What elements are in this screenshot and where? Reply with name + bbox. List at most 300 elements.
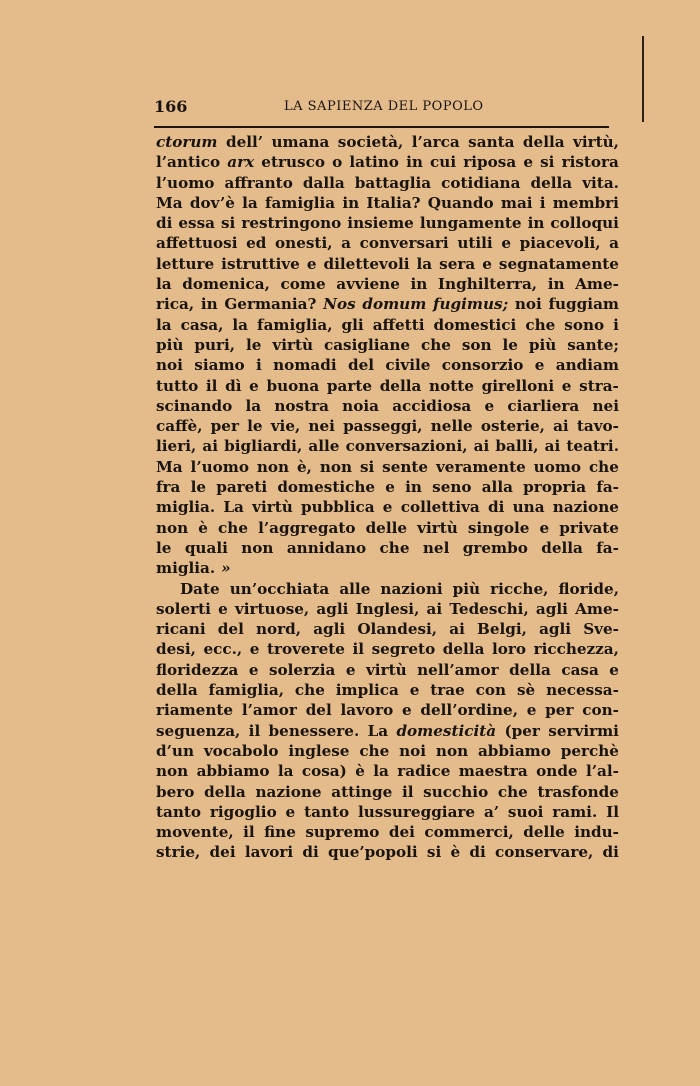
text-line xyxy=(156,416,619,436)
word: nel xyxy=(422,538,450,557)
word: santa xyxy=(468,133,515,151)
text-line xyxy=(156,680,619,700)
word: del xyxy=(305,701,332,720)
word: vie, xyxy=(270,417,301,436)
word: sè xyxy=(516,681,536,700)
word: le xyxy=(190,478,207,497)
word: società, xyxy=(337,133,404,151)
word: Olandesi, xyxy=(357,620,438,639)
word: fa- xyxy=(596,478,619,497)
word: strie, xyxy=(156,843,201,862)
word: tanto xyxy=(304,802,350,821)
word: della xyxy=(379,376,422,395)
word: floridezza xyxy=(156,660,239,679)
word: o xyxy=(332,153,343,172)
word: e xyxy=(501,234,511,253)
word: nei xyxy=(592,396,619,415)
word: membri xyxy=(552,193,619,212)
word: rami. xyxy=(552,802,598,821)
word: e xyxy=(609,660,619,679)
word: segreto xyxy=(371,640,436,659)
word: ricchezza, xyxy=(533,640,619,659)
word: è xyxy=(198,518,208,537)
word: in xyxy=(406,153,423,172)
word: movente, xyxy=(156,823,234,842)
word: il xyxy=(205,376,218,395)
text-line xyxy=(156,436,619,456)
text-line xyxy=(156,173,619,193)
word: commerci, xyxy=(424,823,514,842)
word: e xyxy=(382,498,393,517)
word: servirmi xyxy=(548,721,619,740)
word: trae xyxy=(430,681,465,700)
word: a’ xyxy=(483,802,500,821)
word: fine xyxy=(264,823,296,842)
word: virtù xyxy=(365,660,407,679)
word: e xyxy=(482,254,492,273)
word: virtù, xyxy=(573,133,619,151)
word: conservare, xyxy=(495,843,594,862)
word: dov’è xyxy=(189,193,235,212)
word: affetti xyxy=(372,315,425,334)
word: e xyxy=(306,254,317,273)
word: lungamente xyxy=(419,214,522,233)
text-line xyxy=(156,741,619,761)
word: casigliane xyxy=(323,335,411,354)
word: tavo- xyxy=(576,417,619,436)
word: affranto xyxy=(224,173,293,192)
word: i xyxy=(256,356,262,375)
paragraph xyxy=(156,579,619,863)
word: attinge xyxy=(331,782,393,801)
word: grembo xyxy=(462,538,528,557)
word: ai xyxy=(544,437,561,456)
word: le xyxy=(502,335,518,354)
word: private xyxy=(559,518,619,537)
word: abbiamo xyxy=(477,741,551,760)
word: ai xyxy=(473,437,490,456)
word: tanto xyxy=(156,802,202,821)
word: seguenza, xyxy=(156,721,241,740)
word: i xyxy=(539,193,546,212)
word: agli xyxy=(535,599,568,618)
word: nazione xyxy=(255,782,322,801)
word: famiglia, xyxy=(257,315,333,334)
word: e xyxy=(249,376,259,395)
word: La xyxy=(367,721,389,740)
word: non xyxy=(256,457,290,476)
word: si xyxy=(426,843,442,862)
word: nazioni xyxy=(380,579,443,598)
word: onesti, xyxy=(275,234,333,253)
word: nord, xyxy=(255,620,302,639)
word: e xyxy=(249,640,260,659)
word: andiam xyxy=(555,356,619,375)
word: fa- xyxy=(596,538,619,557)
word: osterie, xyxy=(480,417,545,436)
word: collettiva xyxy=(400,498,480,517)
word: in xyxy=(527,214,545,233)
word: e xyxy=(523,153,533,172)
word: domum xyxy=(362,295,427,314)
word: casa, xyxy=(180,315,224,334)
word: affettuosi xyxy=(156,234,238,253)
word: e xyxy=(539,518,550,537)
word: nazione xyxy=(552,498,619,517)
word: solerti xyxy=(156,599,211,618)
word: singole xyxy=(467,518,530,537)
word: cotidiana xyxy=(441,173,521,192)
word: Tedeschi, xyxy=(449,599,529,618)
word: riamente xyxy=(156,701,234,720)
word: più xyxy=(156,335,184,354)
word: non xyxy=(435,741,469,760)
word: Inglesi, xyxy=(355,599,420,618)
word: famiglia xyxy=(264,193,336,212)
word: floride, xyxy=(558,579,619,598)
word: restringono xyxy=(241,214,342,233)
word: dell’ xyxy=(225,133,264,151)
word: ai xyxy=(426,599,443,618)
word: siamo xyxy=(194,356,245,375)
text-line xyxy=(156,660,619,680)
word: le xyxy=(246,335,262,354)
page-number: 166 xyxy=(154,97,188,116)
word: virtù xyxy=(252,498,293,517)
word: istruttive xyxy=(221,254,300,273)
word: la xyxy=(373,762,389,781)
word: dei xyxy=(388,823,415,842)
word: fra xyxy=(156,478,181,497)
word: consorzio xyxy=(441,356,524,375)
word: Ma xyxy=(156,457,183,476)
word: il xyxy=(352,640,365,659)
word: ricani xyxy=(156,620,206,639)
page-edge-line xyxy=(642,36,644,122)
word: accidiosa xyxy=(392,396,472,415)
word: alle xyxy=(308,437,340,456)
word: girelloni xyxy=(481,376,555,395)
text-line xyxy=(156,213,619,233)
word: di xyxy=(487,498,505,517)
word: e xyxy=(285,802,296,821)
word: d’un xyxy=(156,741,194,760)
word: Italia? xyxy=(366,193,421,212)
text-line xyxy=(156,802,619,822)
word: Belgi, xyxy=(476,620,527,639)
word: alle xyxy=(339,579,371,598)
word: battaglia xyxy=(354,173,432,192)
word: miglia. xyxy=(156,559,216,578)
word: suoi xyxy=(507,802,544,821)
word: umana xyxy=(271,133,330,151)
word: di xyxy=(602,843,619,862)
word: è xyxy=(355,762,365,781)
word: lussureggiare xyxy=(357,802,476,821)
text-line xyxy=(156,761,619,781)
word: virtù xyxy=(417,518,458,537)
word: cui xyxy=(430,153,457,172)
word: le xyxy=(156,538,172,557)
word: parte xyxy=(326,376,373,395)
word: implica xyxy=(335,681,399,700)
text-line xyxy=(156,396,619,416)
word: abbiamo xyxy=(196,762,270,781)
word: letture xyxy=(156,254,215,273)
word: l’uomo xyxy=(190,457,249,476)
word: fugimus; xyxy=(432,295,509,314)
word: è, xyxy=(296,457,312,476)
word: del xyxy=(347,356,375,375)
word: per xyxy=(545,701,574,720)
header-rule xyxy=(154,126,609,128)
word: perchè xyxy=(560,741,619,760)
word: insieme xyxy=(347,214,414,233)
word: in xyxy=(410,275,428,294)
text-line xyxy=(156,376,619,396)
word: la xyxy=(232,315,249,334)
word: della xyxy=(530,173,573,192)
word: si xyxy=(540,153,555,172)
word: con- xyxy=(582,701,619,720)
word: caffè, xyxy=(156,417,203,436)
word: ristora xyxy=(561,153,619,172)
word: fuggiam xyxy=(548,295,619,314)
word: che xyxy=(497,782,528,801)
text-line xyxy=(156,132,619,152)
text-line xyxy=(156,619,619,639)
word: che xyxy=(525,315,556,334)
word: noi xyxy=(514,295,542,314)
word: troverete xyxy=(266,640,345,659)
word: onde xyxy=(536,762,578,781)
word: in xyxy=(405,478,422,497)
word: di xyxy=(469,843,486,862)
word: Date xyxy=(180,579,220,598)
word: l’arca xyxy=(411,133,460,151)
text-line xyxy=(156,477,619,497)
word: ai xyxy=(553,417,569,436)
word: ai xyxy=(449,620,465,639)
word: quali xyxy=(184,538,228,557)
word: in xyxy=(547,275,565,294)
word: della xyxy=(156,681,198,700)
word: nelle xyxy=(430,417,473,436)
word: La xyxy=(223,498,244,517)
word: seno xyxy=(432,478,472,497)
word: bigliardi, xyxy=(224,437,303,456)
text-line xyxy=(156,822,619,842)
text-line xyxy=(156,599,619,619)
word: Germania? xyxy=(224,295,317,314)
word: è xyxy=(450,843,461,862)
text-line xyxy=(156,152,619,172)
word: virtuose, xyxy=(234,599,310,618)
word: lieri, xyxy=(156,437,197,456)
word: son xyxy=(461,335,492,354)
word: Ame- xyxy=(575,599,619,618)
word: mai xyxy=(500,193,533,212)
word: a xyxy=(609,234,619,253)
word: agli xyxy=(316,599,349,618)
word: l’amor xyxy=(241,701,297,720)
word: famiglia, xyxy=(208,681,285,700)
word: a xyxy=(341,234,351,253)
word: noi xyxy=(156,356,183,375)
word: stra- xyxy=(579,376,619,395)
word: che xyxy=(379,538,410,557)
word: cosa) xyxy=(301,762,347,781)
word: loro xyxy=(491,640,527,659)
text-line xyxy=(156,193,619,213)
word: sente xyxy=(382,457,429,476)
word: nei xyxy=(308,417,335,436)
word: lavoro xyxy=(340,701,394,720)
text-line xyxy=(156,842,619,862)
word: etrusco xyxy=(261,153,325,172)
word: vita. xyxy=(582,173,619,192)
word: alla xyxy=(481,478,513,497)
word: nell’amor xyxy=(417,660,499,679)
word: Ma xyxy=(156,193,183,212)
word: nomadi xyxy=(273,356,337,375)
text-line xyxy=(156,497,619,517)
word: pubblica xyxy=(301,498,375,517)
paragraph xyxy=(156,132,619,579)
word: la xyxy=(245,396,262,415)
word: di xyxy=(302,843,319,862)
word: ciarliera xyxy=(507,396,580,415)
word: avviene xyxy=(336,275,400,294)
word: dalla xyxy=(302,173,345,192)
word: ecc., xyxy=(203,640,243,659)
text-line xyxy=(156,639,619,659)
word: vocabolo xyxy=(203,741,279,760)
word: la xyxy=(242,193,258,212)
word: Inghilterra, xyxy=(437,275,538,294)
word: puri, xyxy=(194,335,236,354)
word: sono xyxy=(564,315,605,334)
word: non xyxy=(156,518,189,537)
word: delle xyxy=(523,823,565,842)
word: propria xyxy=(523,478,587,497)
word: della xyxy=(522,133,565,151)
word: per xyxy=(210,417,239,436)
word: noi xyxy=(399,741,427,760)
word: dilettevoli xyxy=(323,254,410,273)
word: l’aggregato xyxy=(258,518,356,537)
word: del xyxy=(217,620,244,639)
word: e xyxy=(526,701,537,720)
text-line xyxy=(156,721,619,741)
word: supremo xyxy=(305,823,380,842)
word: » xyxy=(221,559,231,578)
word: Sve- xyxy=(583,620,619,639)
word: la xyxy=(156,315,172,334)
word: tutto xyxy=(156,376,199,395)
text-line xyxy=(156,355,619,375)
word: scinando xyxy=(156,396,233,415)
word: dei xyxy=(209,843,236,862)
word: trasfonde xyxy=(537,782,619,801)
word: la xyxy=(277,762,294,781)
word: non xyxy=(156,762,189,781)
word: Il xyxy=(606,802,619,821)
word: e xyxy=(401,701,412,720)
word: noia xyxy=(342,396,379,415)
word: dì xyxy=(225,376,242,395)
word: casa xyxy=(561,660,599,679)
word: la xyxy=(156,275,172,294)
word: colloqui xyxy=(550,214,619,233)
word: Nos xyxy=(323,295,356,314)
word: la xyxy=(416,254,433,273)
word: miglia. xyxy=(156,498,216,517)
word: utili xyxy=(457,234,493,253)
word: buona xyxy=(266,376,320,395)
word: come xyxy=(280,275,326,294)
word: agli xyxy=(539,620,572,639)
text-line xyxy=(156,700,619,720)
word: della xyxy=(509,660,551,679)
text-line xyxy=(156,457,619,477)
word: balli, xyxy=(495,437,539,456)
word: che xyxy=(218,518,248,537)
word: lavori xyxy=(244,843,294,862)
word: Ame- xyxy=(575,275,619,294)
word: nostra xyxy=(274,396,329,415)
word: che xyxy=(421,335,451,354)
word: e xyxy=(484,396,495,415)
word: notte xyxy=(429,376,474,395)
word: indu- xyxy=(574,823,619,842)
text-line xyxy=(156,538,619,558)
text-line xyxy=(156,579,619,599)
word: delle xyxy=(365,518,408,537)
word: della xyxy=(204,782,246,801)
word: il xyxy=(248,721,261,740)
word: Quando xyxy=(427,193,494,212)
page-header xyxy=(154,97,619,119)
word: e xyxy=(248,660,259,679)
word: conversari xyxy=(359,234,449,253)
word: e xyxy=(534,356,545,375)
word: in xyxy=(342,193,360,212)
running-title: LA SAPIENZA DEL POPOLO xyxy=(284,99,484,114)
word: che xyxy=(359,741,390,760)
word: solerzia xyxy=(268,660,336,679)
word: domesticità xyxy=(396,721,497,740)
word: radice xyxy=(397,762,451,781)
word: della xyxy=(541,538,583,557)
word: maestra xyxy=(458,762,528,781)
word: gli xyxy=(341,315,364,334)
word: non xyxy=(241,538,274,557)
word: civile xyxy=(385,356,431,375)
word: rica, xyxy=(156,295,195,314)
word: ed xyxy=(246,234,267,253)
word: arx xyxy=(227,153,255,172)
word: succhio xyxy=(423,782,489,801)
word: in xyxy=(200,295,218,314)
text-line xyxy=(156,335,619,355)
word: desi, xyxy=(156,640,196,659)
word: con xyxy=(475,681,507,700)
text-line xyxy=(156,254,619,274)
word: latino xyxy=(349,153,399,172)
word: e xyxy=(561,376,572,395)
word: agli xyxy=(313,620,346,639)
